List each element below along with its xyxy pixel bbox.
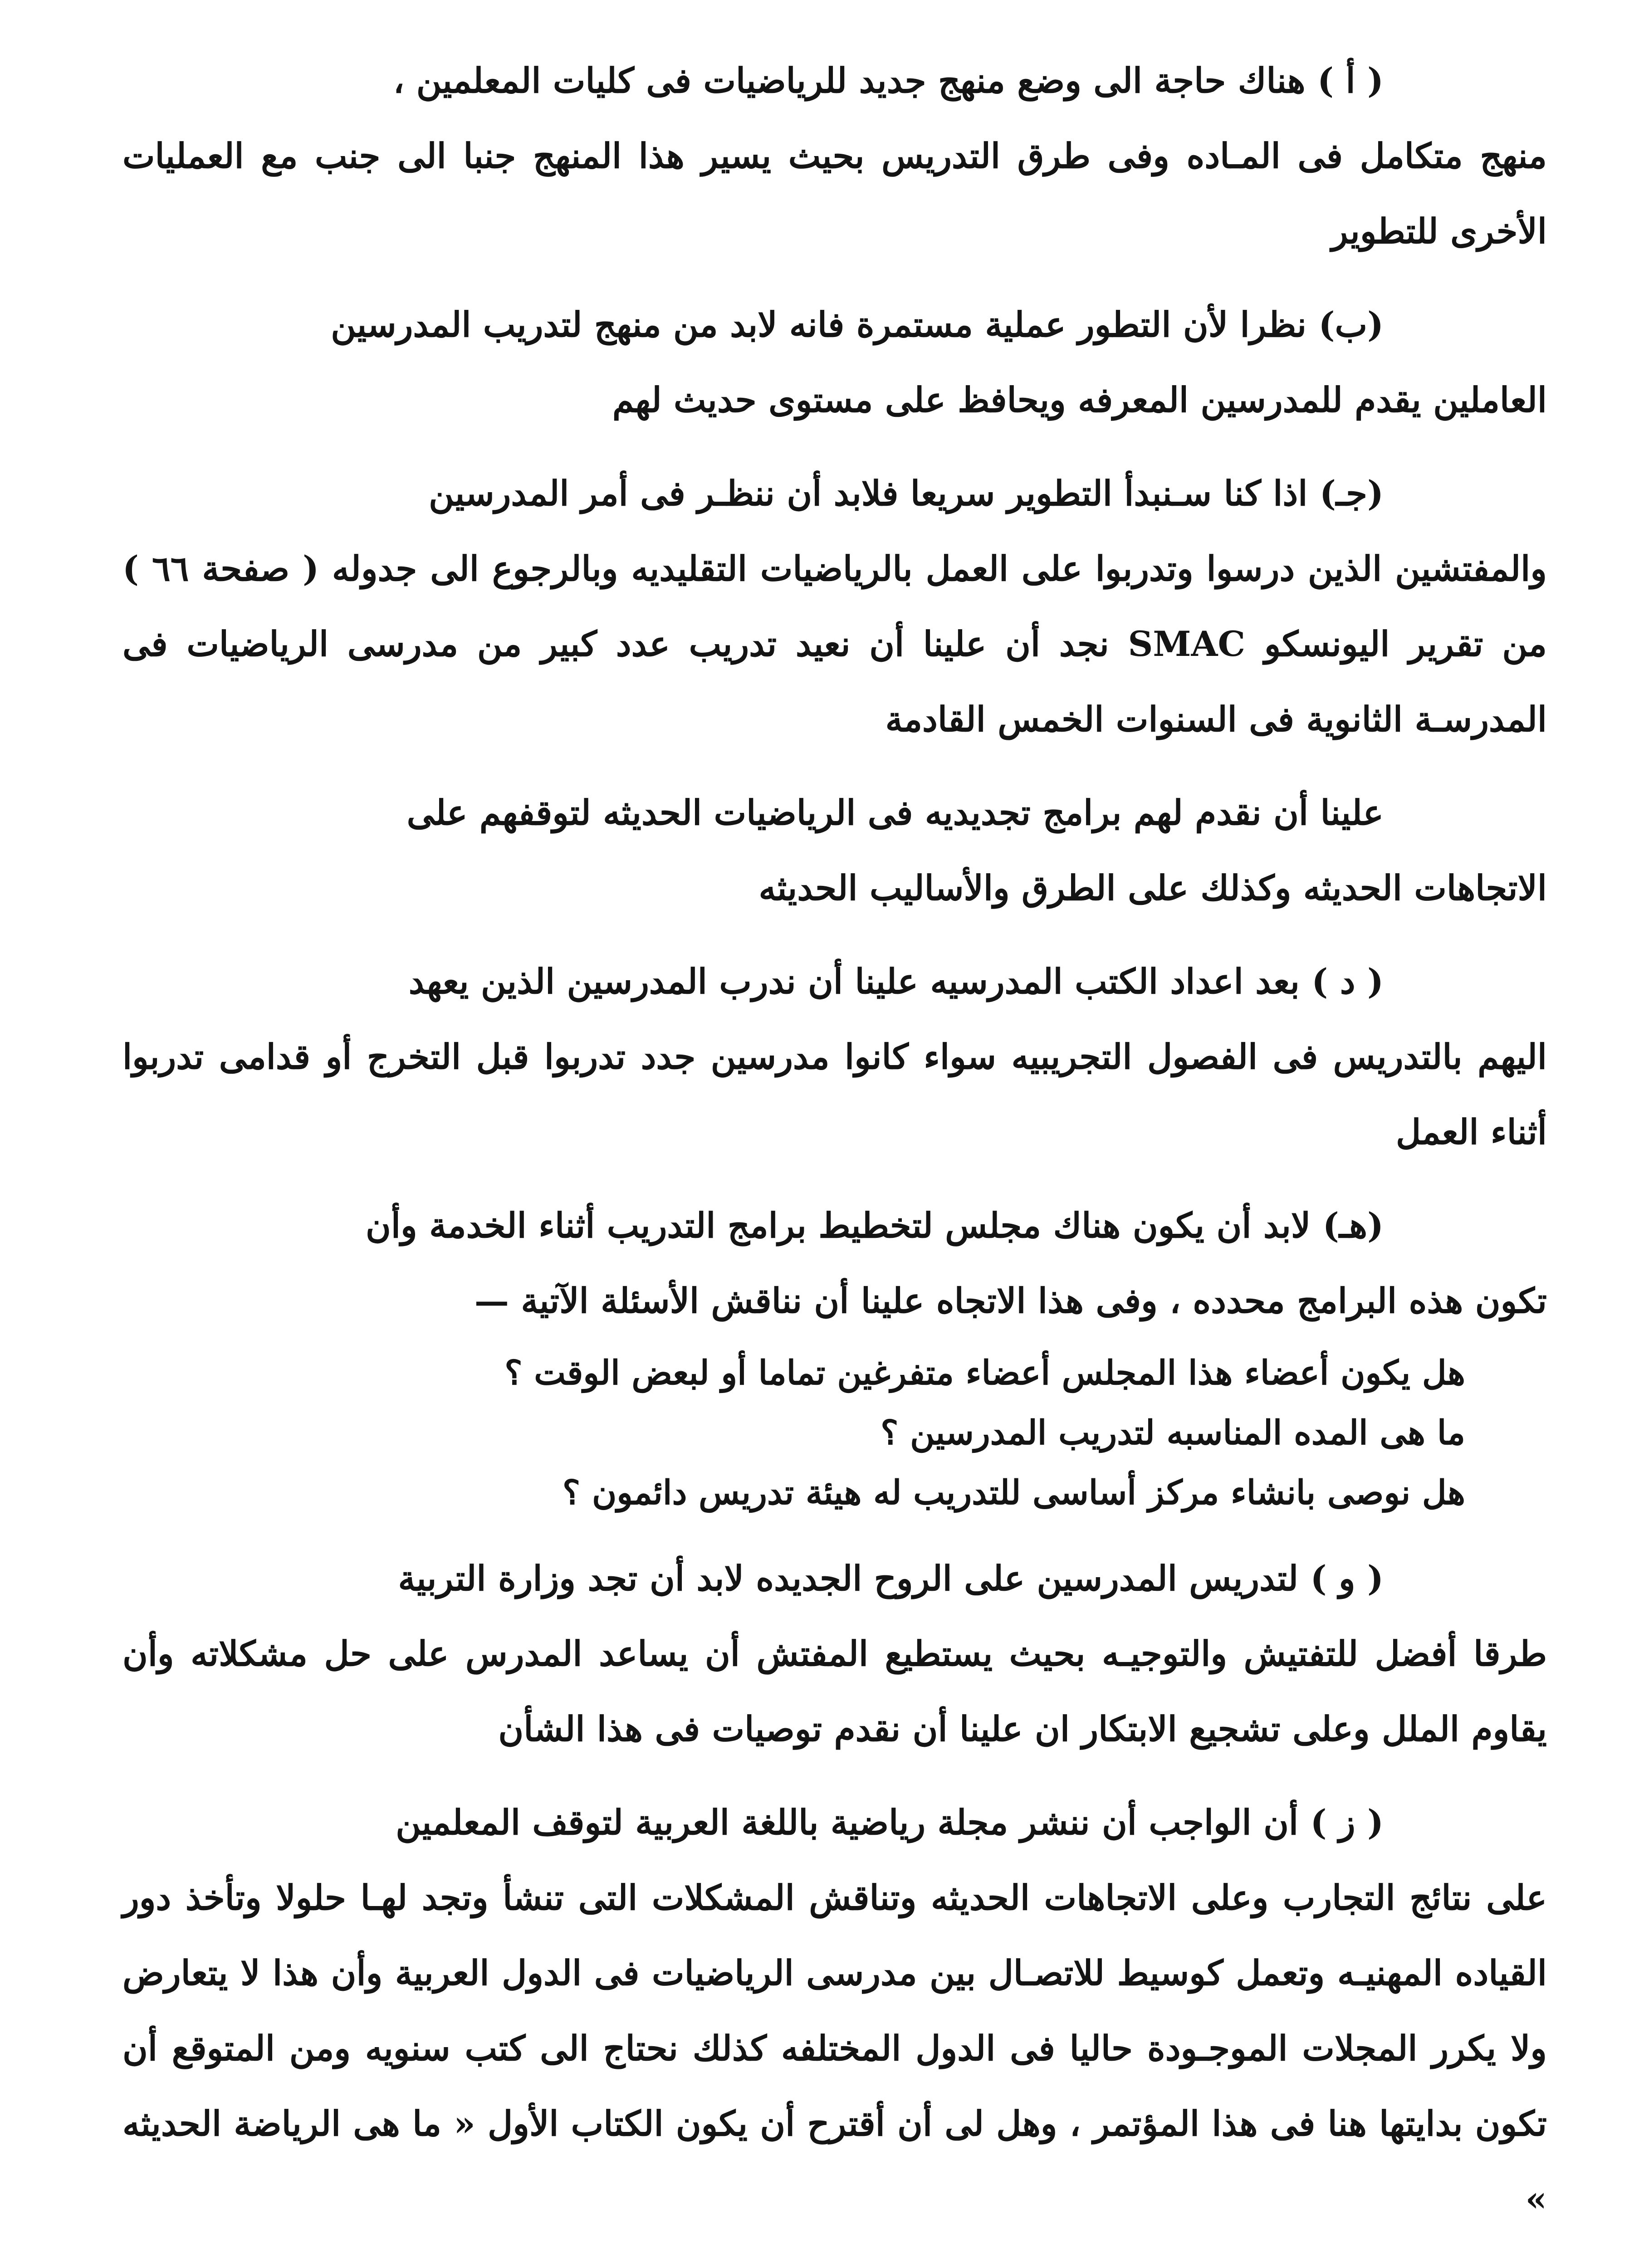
paragraph-w-body: طرقا أفضل للتفتيش والتوجيـه بحيث يستطيع المفتش أن يساعد المدرس على حل مشكلاته وأن يقاوم الملل وعلى تشجيع الابتكار ان علينا أن نقدم توصيات فى هذا الشأن [122,1633,1547,1749]
paragraph-c-continued [122,775,1547,926]
paragraph-w-first-line: ( و ) لتدريس المدرسين على الروح الجديده لابد أن تجد وزارة التربية [398,1558,1384,1598]
paragraph-b [122,287,1547,438]
paragraph-d [122,944,1547,1170]
paragraph-z-first-line: ( ز ) أن الواجب أن ننشر مجلة رياضية باللغة العربية لتوقف المعلمين [396,1802,1384,1843]
paragraph-b-first-line: (ب) نظرا لأن التطور عملية مستمرة فانه لابد من منهج لتدريب المدرسين [331,304,1384,345]
paragraph-b-body: العاملين يقدم للمدرسين المعرفه ويحافظ على مستوى حديث لهم [612,380,1547,420]
paragraph-z [122,1785,1547,2237]
question-item: هل نوصى بانشاء مركز أساسى للتدريب له هيئة تدريس دائمون ؟ [562,1473,1465,1512]
paragraph-c [122,456,1547,757]
paragraph-a [122,43,1547,269]
paragraph-c-continued-first-line: علينا أن نقدم لهم برامج تجديديه فى الرياضيات الحديثه لتوقفهم على [406,792,1384,833]
paragraph-c-body: والمفتشين الذين درسوا وتدربوا على العمل بالرياضيات التقليديه وبالرجوع الى جدوله ( صفحة ٦٦ ) من تقرير اليونسكو SMAC نجد أن علينا أن نعيد تدريب عدد كبير من مدرسى الرياضيات فى المدرسـة الثانوية فى السنوات الخمس القادمة [122,548,1547,739]
questions-list [122,1343,1547,1523]
paragraph-h2 [122,2255,1547,2268]
paragraph-h-body: تكون هذه البرامج محدده ، وفى هذا الاتجاه علينا أن نناقش الأسئلة الآتية — [474,1281,1547,1321]
paragraph-c-first-line: (جـ) اذا كنا سـنبدأ التطوير سريعا فلابد أن ننظـر فى أمر المدرسين [429,473,1384,513]
paragraph-a-first-line: ( أ ) هناك حاجة الى وضع منهج جديد للرياضيات فى كليات المعلمين ، [393,60,1384,101]
paragraph-d-body: اليهم بالتدريس فى الفصول التجريبيه سواء كانوا مدرسين جدد تدربوا قبل التخرج أو قدامى تدربوا أثناء العمل [122,1036,1547,1152]
paragraph-z-body: على نتائج التجارب وعلى الاتجاهات الحديثه وتناقش المشكلات التى تنشأ وتجد لهـا حلولا وتأخذ دور القياده المهنيـه وتعمل كوسيط للاتصـال بين مدرسى الرياضيات فى الدول العربية وأن هذا لا يتعارض ولا يكرر المجلات الموجـودة حاليا فى الدول المختلفه كذلك نحتاج الى كتب سنويه ومن المتوقع أن تكون بدايتها هنا فى هذا المؤتمر ، وهل لى أن أقترح أن يكون الكتاب الأول « ما هى الرياضة الحديثه » [122,1877,1547,2219]
paragraph-h2-first-line [122,2255,1547,2268]
paragraph-c-continued-body: الاتجاهات الحديثه وكذلك على الطرق والأساليب الحديثه [758,868,1547,908]
paragraph-a-body: منهج متكامل فى المـاده وفى طرق التدريس بحيث يسير هذا المنهج جنبا الى جنب مع العمليات الأخرى للتطوير [122,136,1547,251]
document-page [122,43,1547,2268]
question-item: ما هى المده المناسبه لتدريب المدرسين ؟ [881,1413,1465,1452]
paragraph-h-first-line: (هـ) لابد أن يكون هناك مجلس لتخطيط برامج التدريب أثناء الخدمة وأن [366,1205,1384,1246]
question-item: هل يكون أعضاء هذا المجلس أعضاء متفرغين تماما أو لبعض الوقت ؟ [504,1354,1465,1393]
paragraph-w [122,1541,1547,1767]
paragraph-d-first-line: ( د ) بعد اعداد الكتب المدرسيه علينا أن ندرب المدرسين الذين يعهد [408,961,1384,1002]
paragraph-h [122,1188,1547,1339]
